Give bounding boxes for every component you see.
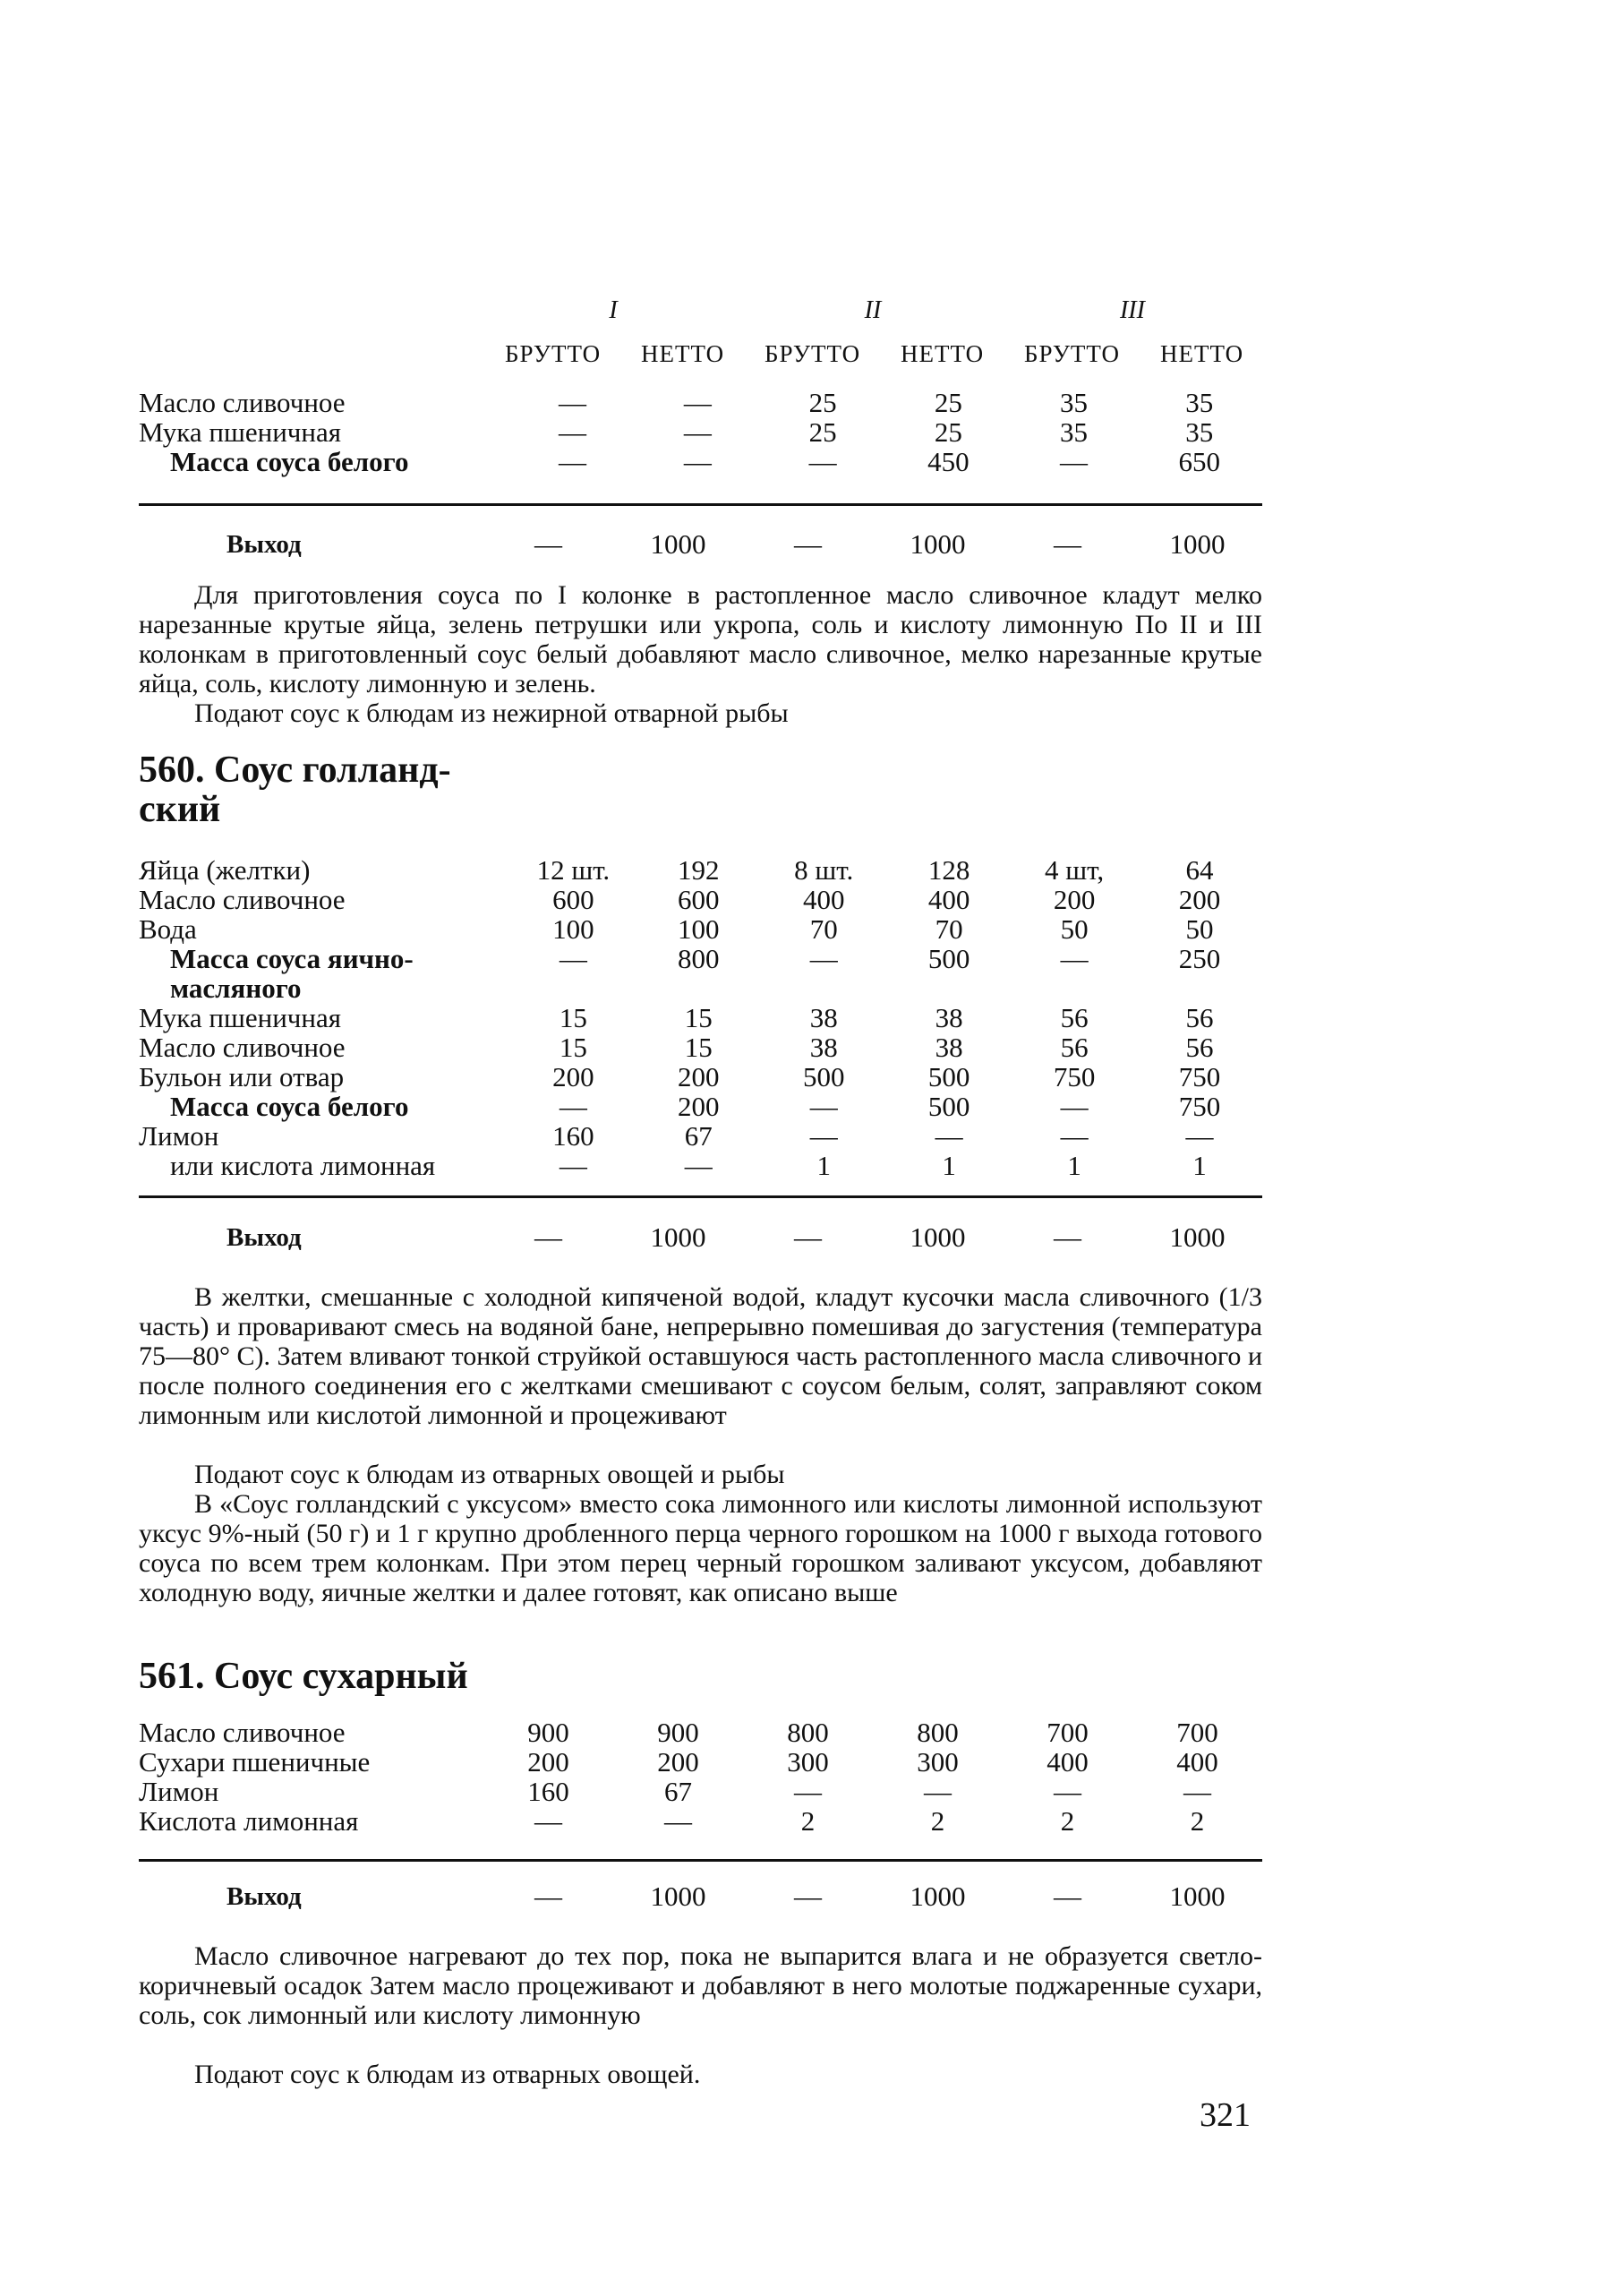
table-cell: 128 <box>927 854 970 886</box>
output-cell: 1000 <box>910 528 966 560</box>
col-brutto: БРУТТО <box>1023 340 1121 367</box>
table-cell: 800 <box>787 1717 829 1748</box>
table-cell: 192 <box>678 854 720 886</box>
table-cell: 38 <box>809 1002 838 1033</box>
table-row <box>139 944 1262 1003</box>
col-brutto: БРУТТО <box>505 340 602 367</box>
recipe-560-output-row <box>139 1220 1262 1255</box>
table-cell: 900 <box>527 1717 569 1748</box>
table-cell: 4 шт, <box>1045 854 1105 886</box>
method-paragraph: В желтки, смешанные с холодной кипяченой водой, кладут кусочки масла сливочного (1/3 часть) и проваривают смесь на водяной бане, непрерывно помешивая до загустения (температура 75—80° С). Затем вливают тонкой струйкой оставшуюся часть растопленного масла сливочного и после полного соединения его с желтками смешивают с соусом белым, солят, заправляют соком лимонным или кислотой лимонной и процеживают <box>139 1282 1262 1430</box>
recipe-560-heading <box>139 750 451 829</box>
output-cell: — <box>1054 1221 1081 1253</box>
table-cell: — <box>794 1776 822 1807</box>
table-cell: 700 <box>1176 1717 1218 1748</box>
table-cell: 600 <box>552 884 594 915</box>
table-cell: — <box>664 1805 692 1837</box>
ingredient-name: Масса соуса белого <box>170 1091 409 1122</box>
output-cell: 1000 <box>1169 1221 1226 1253</box>
column-group-iii: III <box>1119 296 1145 324</box>
table-cell: 25 <box>934 416 962 448</box>
table1-rule <box>139 503 1262 506</box>
output-cell: — <box>534 528 562 560</box>
table-cell: 25 <box>808 387 837 418</box>
col-netto: НЕТТО <box>900 340 985 367</box>
table-cell: 70 <box>809 913 838 945</box>
table-row <box>139 1747 1262 1777</box>
table-cell: 750 <box>1178 1061 1221 1092</box>
output-cell: 1000 <box>650 1880 706 1912</box>
table-cell: 500 <box>927 943 970 974</box>
table-cell: 200 <box>527 1746 569 1778</box>
page-number: 321 <box>1200 2096 1251 2134</box>
table-row <box>139 1062 1262 1092</box>
table-cell: — <box>559 1091 587 1122</box>
table-cell: 35 <box>1060 416 1089 448</box>
table-cell: 67 <box>664 1776 692 1807</box>
table-cell: — <box>808 446 837 477</box>
table1-header <box>139 296 1262 369</box>
ingredient-name: Масло сливочное <box>139 1032 346 1063</box>
ingredient-name: Мука пшеничная <box>139 1002 341 1033</box>
table-row <box>139 1777 1262 1806</box>
table-cell: 900 <box>657 1717 699 1748</box>
table-cell: 750 <box>1053 1061 1096 1092</box>
table-cell: 25 <box>934 387 962 418</box>
table-cell: 2 <box>930 1805 945 1837</box>
table-cell: — <box>924 1776 952 1807</box>
ingredient-name: Масло сливочное <box>139 387 346 418</box>
table-cell: 8 шт. <box>794 854 854 886</box>
column-subheader <box>139 339 1262 369</box>
output-cell: — <box>534 1221 562 1253</box>
ingredient-name: Яйца (желтки) <box>139 854 311 886</box>
ingredient-name: Лимон <box>139 1776 219 1807</box>
table-cell: 35 <box>1185 387 1214 418</box>
table-cell: 650 <box>1178 446 1220 477</box>
table-cell: 67 <box>684 1120 713 1152</box>
col-netto: НЕТТО <box>640 340 725 367</box>
ingredient-name: Вода <box>139 913 197 945</box>
table-cell: 200 <box>657 1746 699 1778</box>
table-cell: 50 <box>1060 913 1089 945</box>
table-cell: — <box>534 1805 562 1837</box>
table-row <box>139 1032 1262 1062</box>
table-row <box>139 855 1262 885</box>
table-cell: 300 <box>787 1746 829 1778</box>
table-cell: 12 шт. <box>536 854 611 886</box>
table-cell: — <box>683 387 712 418</box>
output-cell: 1000 <box>650 528 706 560</box>
table-row <box>139 1151 1262 1180</box>
col-netto: НЕТТО <box>1159 340 1244 367</box>
heading-line: 560. Соус голланд- <box>139 750 451 791</box>
table-cell: — <box>559 943 587 974</box>
table-cell: 500 <box>927 1061 970 1092</box>
ingredient-name: Сухари пшеничные <box>139 1746 371 1778</box>
table-cell: 100 <box>678 913 720 945</box>
table-cell: — <box>559 416 587 448</box>
table-cell: — <box>1185 1120 1214 1152</box>
ingredient-name: Масло сливочное <box>139 884 346 915</box>
table-cell: 38 <box>809 1032 838 1063</box>
table-row <box>139 1806 1262 1836</box>
table-cell: 200 <box>552 1061 594 1092</box>
table-cell: 600 <box>678 884 720 915</box>
table-cell: — <box>559 1150 587 1181</box>
table-cell: 400 <box>927 884 970 915</box>
table-cell: 64 <box>1185 854 1214 886</box>
col-brutto: БРУТТО <box>764 340 861 367</box>
recipe-560-table <box>139 855 1262 1180</box>
output-cell: — <box>1054 1880 1081 1912</box>
heading-line: ский <box>139 789 221 830</box>
column-group-i: I <box>609 296 618 324</box>
output-label: Выход <box>226 1882 302 1911</box>
table-cell: — <box>559 446 587 477</box>
table-cell: 15 <box>684 1032 713 1063</box>
table-row <box>139 1121 1262 1151</box>
table-cell: 38 <box>935 1002 963 1033</box>
recipe-561-output-row <box>139 1879 1262 1915</box>
table-row <box>139 914 1262 944</box>
table-cell: 700 <box>1046 1717 1089 1748</box>
output-cell: — <box>794 1221 822 1253</box>
table-cell: 160 <box>552 1120 594 1152</box>
recipe-561-table <box>139 1718 1262 1836</box>
table-cell: 15 <box>559 1032 587 1063</box>
table-cell: 500 <box>927 1091 970 1122</box>
serving-paragraph: Подают соус к блюдам из отварных овощей и рыбы <box>194 1460 785 1489</box>
table-cell: — <box>559 387 587 418</box>
table-cell: 200 <box>678 1091 720 1122</box>
recipe-561-heading: 561. Соус сухарный <box>139 1656 468 1697</box>
table-cell: — <box>1060 943 1089 974</box>
table-cell: 160 <box>527 1776 569 1807</box>
table-cell: — <box>809 1091 838 1122</box>
table-cell: 750 <box>1178 1091 1221 1122</box>
table-cell: 2 <box>800 1805 816 1837</box>
variation-paragraph: В «Соус голландский с уксусом» вместо сока лимонного или кислоты лимонной используют уксус 9%-ный (50 г) и 1 г крупно дробленного перца черного горошком на 1000 г выхода готового соуса по всем трем колонкам. При этом перец черный горошком заливают уксусом, добавляют холодную воду, яичные желтки и далее готовят, как описано выше <box>139 1489 1262 1607</box>
table-cell: 100 <box>552 913 594 945</box>
table-cell: — <box>1054 1776 1081 1807</box>
column-group-header <box>139 296 1262 325</box>
table-row <box>139 1092 1262 1121</box>
table-row <box>139 417 1262 447</box>
table1-body <box>139 388 1262 476</box>
table-cell: 56 <box>1060 1032 1089 1063</box>
table-cell: — <box>684 1150 713 1181</box>
ingredient-name: Масса соуса яично-масляного <box>170 943 414 1004</box>
table-row <box>139 388 1262 417</box>
output-cell: 1000 <box>910 1880 966 1912</box>
table-cell: 500 <box>802 1061 845 1092</box>
table-row <box>139 885 1262 914</box>
ingredient-name: Бульон или отвар <box>139 1061 345 1092</box>
output-cell: 1000 <box>1169 1880 1226 1912</box>
output-cell: 1000 <box>1169 528 1226 560</box>
table-cell: — <box>1060 1120 1089 1152</box>
table-cell: — <box>809 943 838 974</box>
table-cell: 400 <box>802 884 845 915</box>
table-cell: 400 <box>1176 1746 1218 1778</box>
serving-paragraph: Подают соус к блюдам из отварных овощей. <box>194 2060 701 2089</box>
table-row <box>139 447 1262 476</box>
output-cell: 1000 <box>910 1221 966 1253</box>
table1-output-row <box>139 527 1262 562</box>
table-cell: 200 <box>678 1061 720 1092</box>
table-cell: 300 <box>917 1746 959 1778</box>
table-cell: — <box>1060 1091 1089 1122</box>
table-cell: — <box>809 1120 838 1152</box>
table-cell: 2 <box>1060 1805 1075 1837</box>
table-cell: — <box>1183 1776 1211 1807</box>
output-cell: 1000 <box>650 1221 706 1253</box>
table-row <box>139 1003 1262 1032</box>
ingredient-name: Масло сливочное <box>139 1717 346 1748</box>
output-cell: — <box>534 1880 562 1912</box>
table-cell: 200 <box>1053 884 1096 915</box>
ingredient-name: Мука пшеничная <box>139 416 341 448</box>
ingredient-name: Кислота лимонная <box>139 1805 359 1837</box>
column-group-ii: II <box>864 296 882 324</box>
table-cell: 450 <box>927 446 970 477</box>
table-cell: 1 <box>942 1150 956 1181</box>
table-cell: 56 <box>1185 1002 1214 1033</box>
output-label: Выход <box>226 530 302 559</box>
table-cell: 56 <box>1060 1002 1089 1033</box>
output-cell: — <box>1054 528 1081 560</box>
ingredient-name: Лимон <box>139 1120 219 1152</box>
table-cell: 35 <box>1060 387 1089 418</box>
table-cell: 800 <box>678 943 720 974</box>
table-cell: 400 <box>1046 1746 1089 1778</box>
method-paragraph: Для приготовления соуса по I колонке в растопленное масло сливочное кладут мелко нарезанные крутые яйца, зелень петрушки или укропа, соль и кислоту лимонную По II и III колонкам в приготовленный соус белый добавляют масло сливочное, мелко нарезанные крутые яйца, соль, кислоту лимонную и зелень. <box>139 580 1262 698</box>
table-cell: 200 <box>1178 884 1221 915</box>
recipe-561-rule <box>139 1859 1262 1862</box>
ingredient-name: Масса соуса белого <box>170 446 409 477</box>
table-cell: 15 <box>559 1002 587 1033</box>
recipe-560-rule <box>139 1195 1262 1198</box>
table-cell: 70 <box>935 913 963 945</box>
table-cell: 15 <box>684 1002 713 1033</box>
table-cell: 800 <box>917 1717 959 1748</box>
method-paragraph: Масло сливочное нагревают до тех пор, пока не выпарится влага и не образуется светло-коричневый осадок Затем масло процеживают и добавляют в него молотые поджаренные сухари, соль, сок лимонный или кислоту лимонную <box>139 1941 1262 2030</box>
table-cell: 1 <box>1192 1150 1207 1181</box>
output-label: Выход <box>226 1223 302 1252</box>
output-cell: — <box>794 1880 822 1912</box>
table-cell: 25 <box>808 416 837 448</box>
table-cell: 1 <box>816 1150 831 1181</box>
table-cell: 50 <box>1185 913 1214 945</box>
table-cell: — <box>935 1120 963 1152</box>
table-cell: — <box>683 446 712 477</box>
output-cell: — <box>794 528 822 560</box>
table-cell: 2 <box>1190 1805 1205 1837</box>
table-cell: 250 <box>1178 943 1221 974</box>
table-cell: 56 <box>1185 1032 1214 1063</box>
serving-paragraph: Подают соус к блюдам из нежирной отварной рыбы <box>194 698 789 728</box>
table-cell: 38 <box>935 1032 963 1063</box>
table-cell: 1 <box>1067 1150 1081 1181</box>
ingredient-name: или кислота лимонная <box>170 1150 436 1181</box>
table-row <box>139 1718 1262 1747</box>
table-cell: — <box>683 416 712 448</box>
table-cell: 35 <box>1185 416 1214 448</box>
table-cell: — <box>1060 446 1089 477</box>
